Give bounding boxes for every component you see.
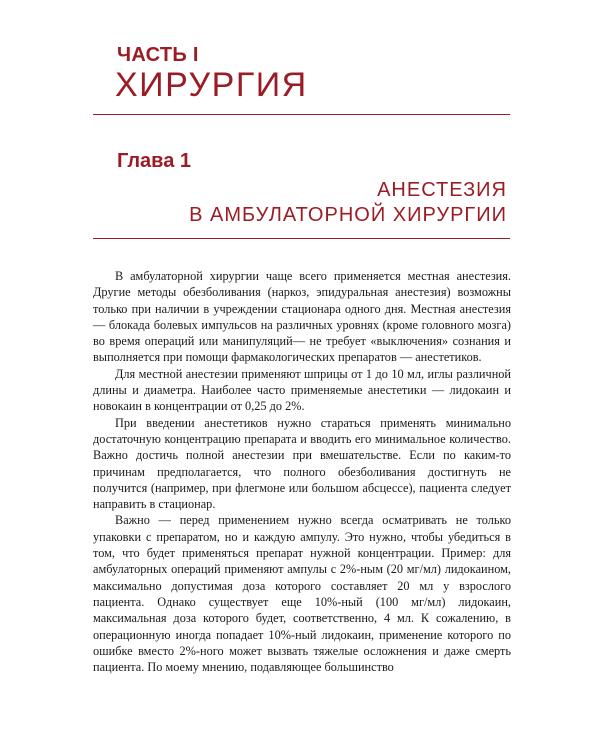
chapter-title — [189, 178, 507, 228]
chapter-title-line-2: В АМБУЛАТОРНОЙ ХИРУРГИИ — [189, 204, 507, 226]
top-divider — [93, 114, 510, 115]
paragraph: Для местной анестезии применяют шприцы от 1 до 10 мл, иглы различной длины и диаметра. Наиболее часто применяемые анестетики — лидокаин и новокаин в концентрации от 0,25 до 2%. — [93, 366, 511, 414]
part-label: ЧАСТЬ I — [117, 44, 199, 66]
paragraph: В амбулаторной хирургии чаще всего применяется местная анестезия. Другие методы обезболивания (наркоз, эпидуральная анестезия) возможны только при наличии в учреждении стационара одного дня. Местная анестезия — блокада болевых импульсов на различных уровнях (кроме головного мозга) во время операций или манипуляций— не требует «выключения» сознания и выполняется при помощи фармакологических препаратов — анестетиков. — [93, 269, 511, 365]
paragraph: При введении анестетиков нужно стараться применять минимально достаточную концентрацию препарата и вводить его минимальное количество. Важно достичь полной анестезии при вмешательстве. Если по каким-то причинам предполагается, что полного обезболивания достигнуть не получится (например, при флегмоне или большом абсцессе), пациента следует направить в стационар. — [93, 415, 511, 512]
body-text — [93, 268, 511, 675]
part-title: ХИРУРГИЯ — [115, 66, 308, 104]
chapter-divider — [93, 238, 510, 239]
chapter-label: Глава 1 — [117, 150, 192, 172]
paragraph: Важно — перед применением нужно всегда осматривать не только упаковки с препаратом, но и каждую ампулу. Это нужно, чтобы убедиться в том, что будет применяться препарат нужной концентрации. Пример: для амбулаторных операций применяют ампулы с 2%-ным (20 мг/мл) лидокаином, максимально допустимая доза которого составляет 20 мл у взрослого пациента. Однако существует еще 10%-ный (100 мг/мл) лидокаин, максимальная доза которого будет, соответственно, 4 мл. К сожалению, в операционную иногда попадает 10%-ный лидокаин, применение которого по ошибке вместо 2%-ного может вызвать тяжелые осложнения и даже смерть пациента. По моему мнению, подавляющее большинство — [93, 513, 511, 675]
chapter-title-line-1: АНЕСТЕЗИЯ — [377, 179, 507, 201]
